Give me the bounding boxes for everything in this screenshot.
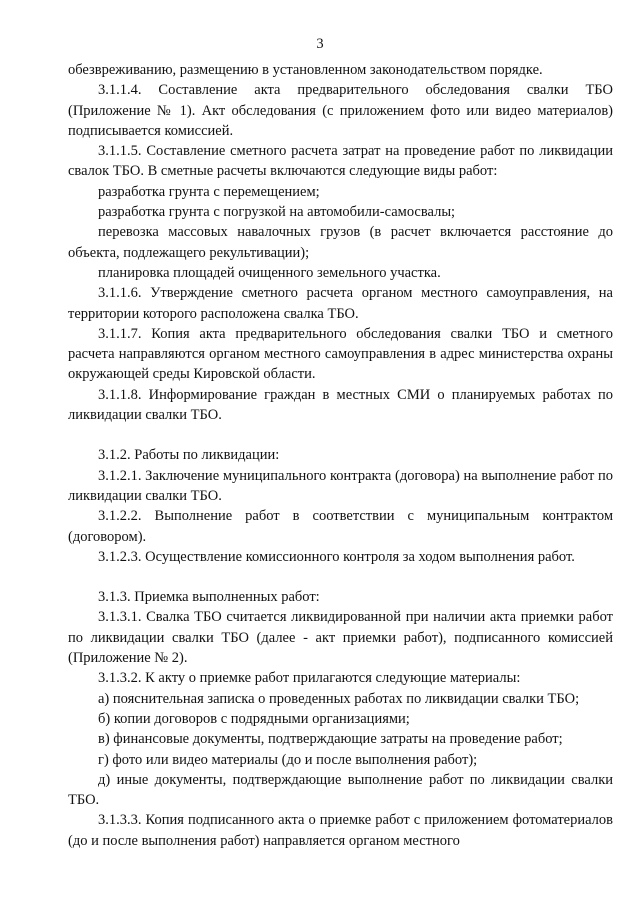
paragraph-3-1-1-5: 3.1.1.5. Составление сметного расчета затрат на проведение работ по ликвидации свалок ТБО. В сметные расчеты включаются следующие виды работ: (68, 143, 613, 180)
material-item-a: а) пояснительная записка о проведенных работах по ликвидации свалки ТБО; (98, 690, 580, 707)
paragraph-3-1-2-2: 3.1.2.2. Выполнение работ в соответствии с муниципальным контрактом (договором). (68, 508, 613, 545)
paragraph-3-1-1-4: 3.1.1.4. Составление акта предварительного обследования свалки ТБО (Приложение № 1). Акт обследования (с приложением фото или видео материалов) подписывается комиссией. (68, 82, 613, 139)
paragraph-3-1-3-3: 3.1.3.3. Копия подписанного акта о приемке работ с приложением фотоматериалов (до и после выполнения работ) направляется органом местного (68, 812, 613, 849)
work-item-4: планировка площадей очищенного земельного участка. (98, 264, 441, 281)
paragraph-3-1-1-6: 3.1.1.6. Утверждение сметного расчета органом местного самоуправления, на территории которого расположена свалка ТБО. (68, 285, 613, 322)
document-body (68, 60, 613, 851)
work-item-3: перевозка массовых навалочных грузов (в расчет включается расстояние до объекта, подлежащего рекультивации); (68, 224, 613, 261)
paragraph-3-1-2-3: 3.1.2.3. Осуществление комиссионного контроля за ходом выполнения работ. (98, 548, 575, 565)
paragraph-3-1-3-2: 3.1.3.2. К акту о приемке работ прилагаются следующие материалы: (98, 670, 521, 687)
material-item-g: г) фото или видео материалы (до и после выполнения работ); (98, 751, 478, 768)
material-item-d: д) иные документы, подтверждающие выполнение работ по ликвидации свалки ТБО. (68, 771, 613, 809)
paragraph-3-1-2-1: 3.1.2.1. Заключение муниципального контракта (договора) на выполнение работ по ликвидации свалки ТБО. (68, 467, 613, 504)
section-heading-3-1-3: 3.1.3. Приемка выполненных работ: (98, 589, 320, 606)
material-item-b: б) копии договоров с подрядными организациями; (98, 710, 410, 727)
work-item-1: разработка грунта с перемещением; (98, 183, 320, 200)
paragraph-3-1-3-1: 3.1.3.1. Свалка ТБО считается ликвидированной при наличии акта приемки работ по ликвидации свалки ТБО (далее - акт приемки работ), подписанного комиссией (Приложение № 2). (68, 609, 613, 667)
paragraph-3-1-1-8: 3.1.1.8. Информирование граждан в местных СМИ о планируемых работах по ликвидации свалки ТБО. (68, 386, 613, 424)
paragraph-continuation: обезвреживанию, размещению в установленном законодательством порядке. (68, 62, 543, 78)
page-number: 3 (316, 36, 324, 52)
section-spacer (68, 425, 613, 445)
work-item-2: разработка грунта с погрузкой на автомобили-самосвалы; (98, 204, 456, 221)
section-heading-3-1-2: 3.1.2. Работы по ликвидации: (98, 447, 280, 464)
section-spacer (68, 567, 613, 587)
paragraph-3-1-1-7: 3.1.1.7. Копия акта предварительного обследования свалки ТБО и сметного расчета направляются органом местного самоуправления в адрес министерства охраны окружающей среды Кировской области. (68, 325, 613, 383)
material-item-v: в) финансовые документы, подтверждающие затраты на проведение работ; (98, 731, 563, 748)
